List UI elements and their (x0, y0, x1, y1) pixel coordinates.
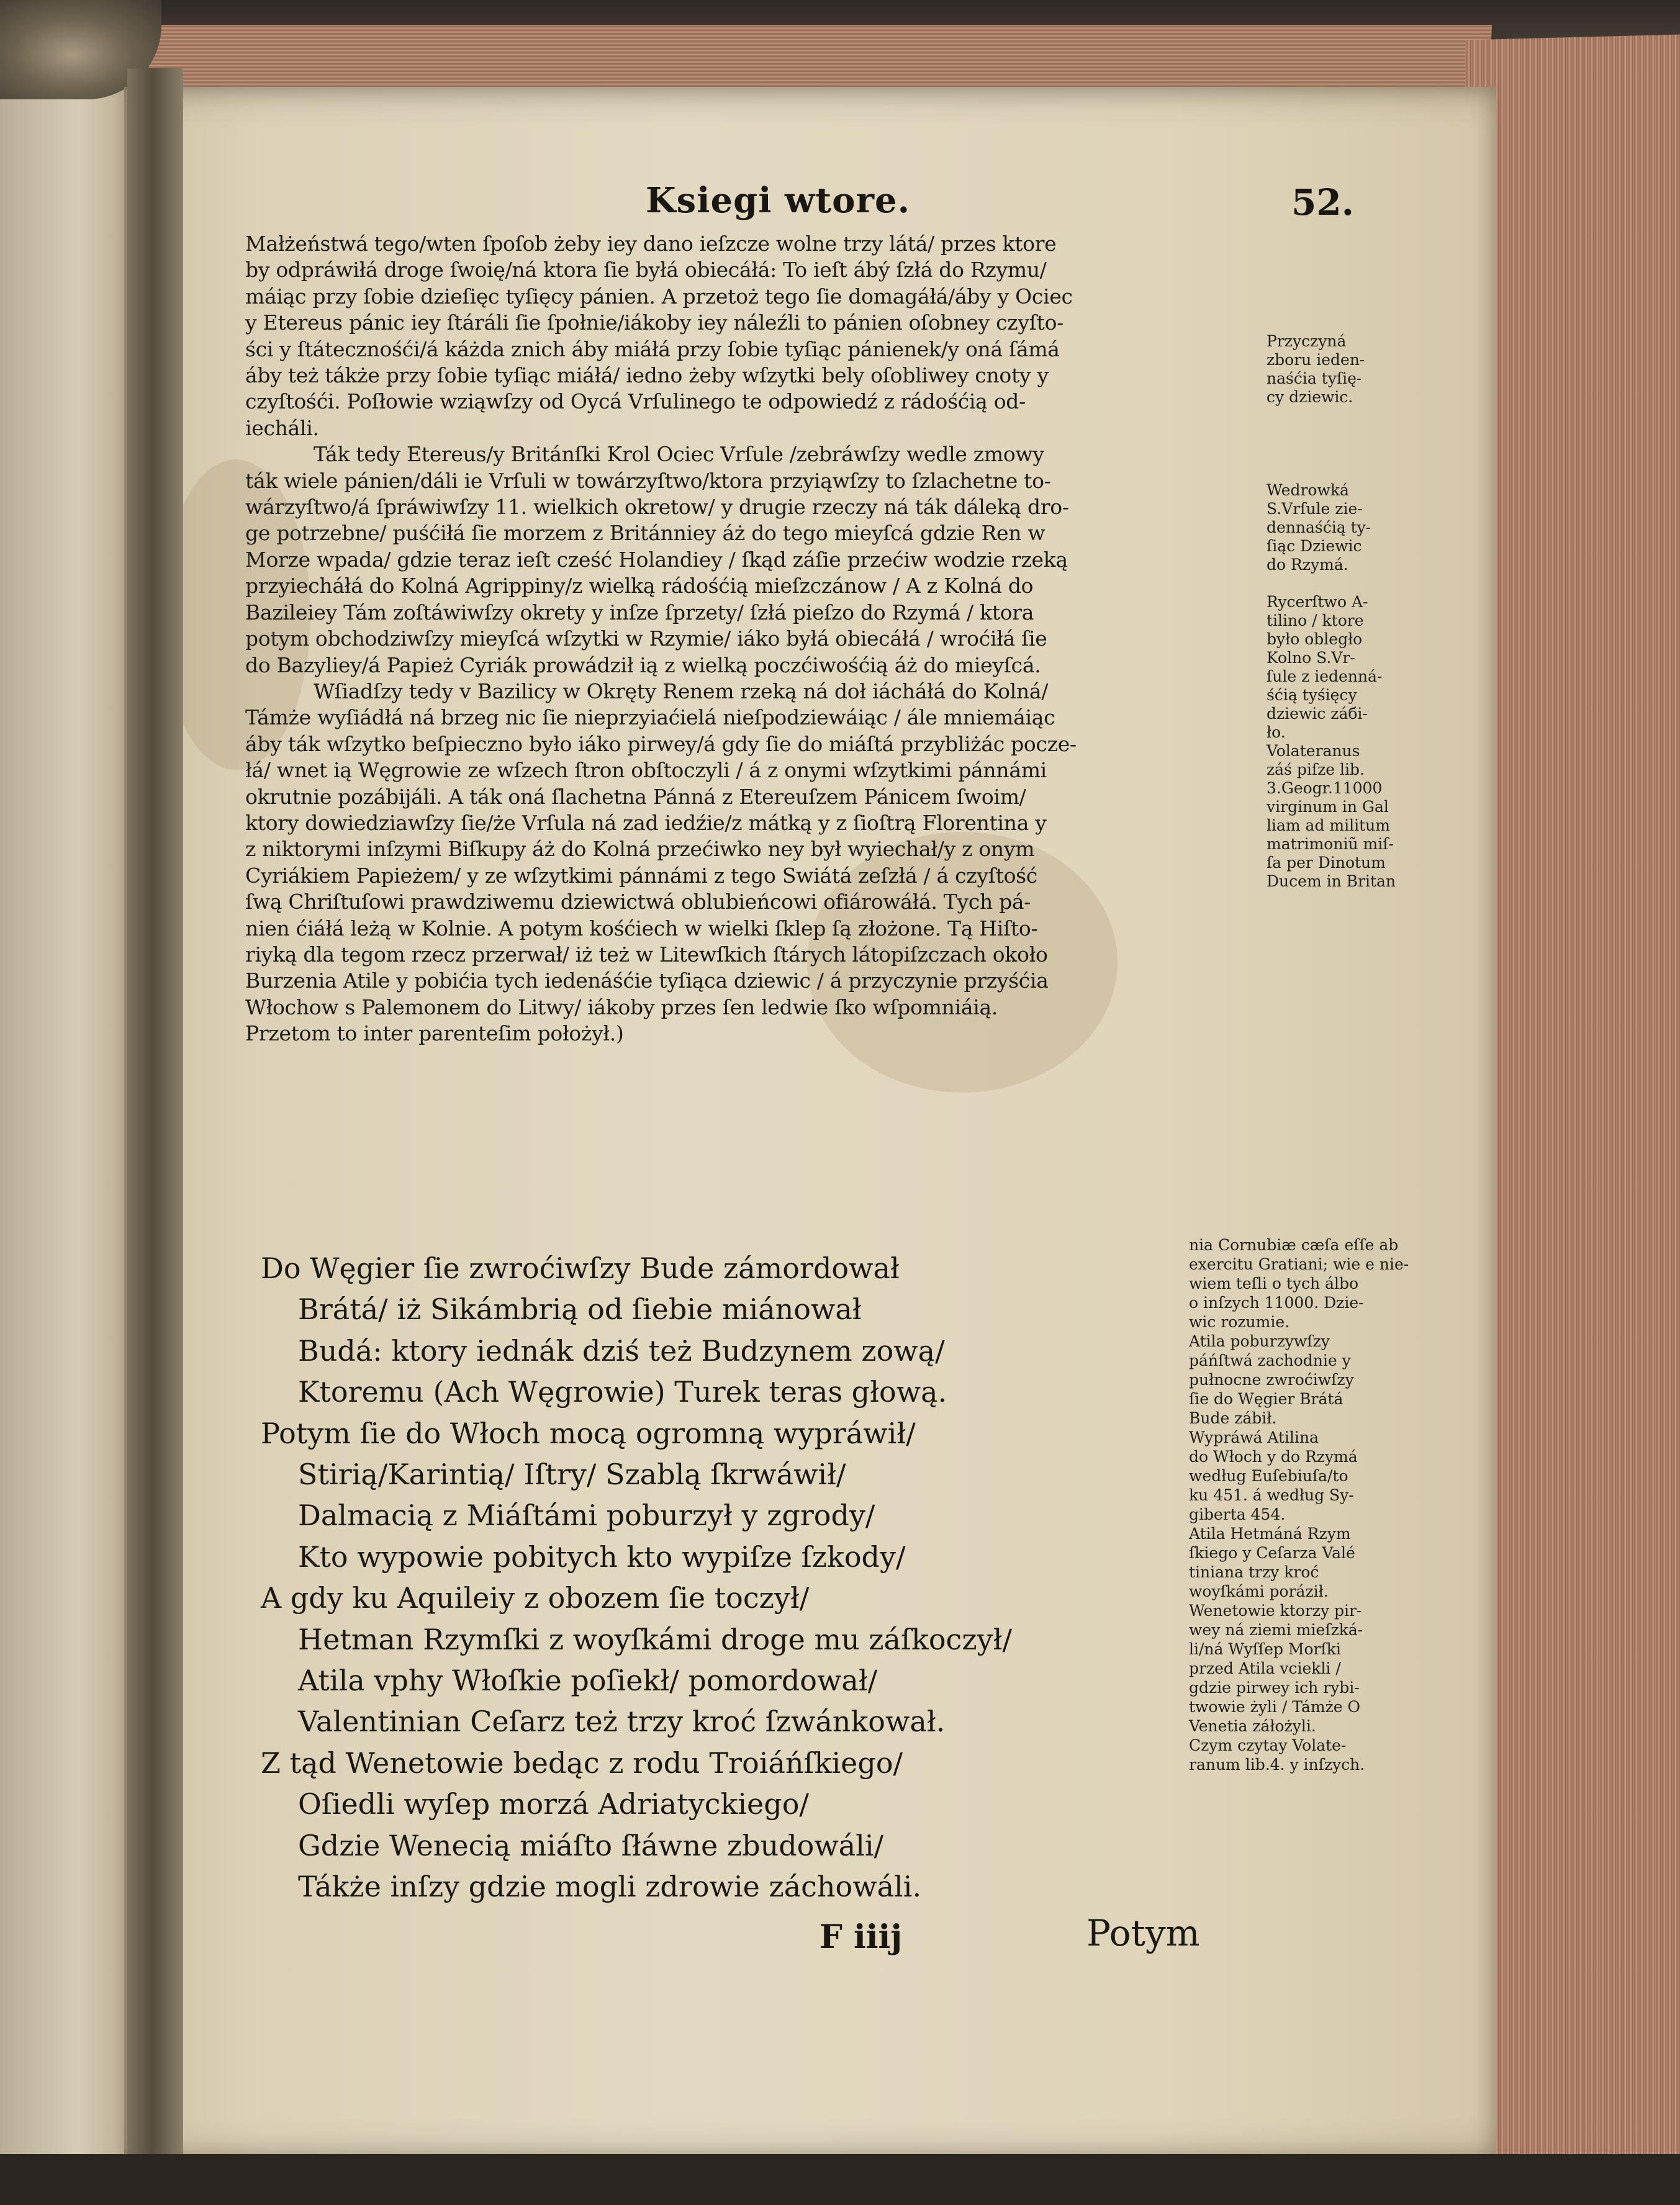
margin-note-line: było obległo (1267, 630, 1363, 648)
prose-line: Bazileiey Tám zoſtáwiwſzy okrety y inſze ſprzety/ ſzłá pieſzo do Rzymá / ktora (245, 600, 1034, 625)
prose-line: przyiecháłá do Kolná Agrippiny/z wielką rádośćią mieſzczánow / A z Kolná do (245, 574, 1034, 598)
page-block-fore-edge (1465, 34, 1680, 2169)
margin-note-line: Czym czytay Volate- (1189, 1736, 1347, 1754)
left-page-edge (0, 68, 143, 2167)
margin-note-line: tilino / ktore (1267, 611, 1364, 629)
margin-note-line: przed Atila vciekli / (1189, 1659, 1341, 1677)
margin-note-line: ku 451. á według Sy- (1189, 1486, 1354, 1504)
margin-note-line: ſule z iedenná- (1267, 667, 1383, 685)
margin-note-line: Wenetowie ktorzy pir- (1189, 1602, 1362, 1620)
verse-line: A gdy ku Aquileiy z obozem ſie toczył/ (261, 1581, 810, 1615)
margin-note-line: Ducem in Britan (1267, 872, 1396, 890)
signature-mark: F iiij (820, 1918, 903, 1956)
margin-note-line: ſa per Dinotum (1267, 854, 1386, 872)
catchword: Potym (1086, 1912, 1200, 1954)
verse-line: Valentinian Ceſarz też trzy kroć ſzwánkował. (298, 1705, 946, 1739)
margin-note-line: tiniana trzy kroć (1189, 1563, 1319, 1581)
prose-line: ktory dowiedziawſzy ſie/że Vrſula ná zad iedźie/z mátką y z ſioſtrą Florentina y (245, 810, 1047, 835)
margin-note-line: Rycerſtwo A- (1267, 593, 1368, 611)
margin-note-line: naśćia tyſię- (1267, 369, 1362, 387)
background-bottom (0, 2154, 1680, 2205)
margin-note-line: ło. (1267, 723, 1286, 741)
margin-note-line: dennaśćią ty- (1267, 518, 1371, 536)
prose-line: Ták tedy Etereus/y Británſki Krol Ociec Vrſule /zebráwſzy wedle zmowy (314, 442, 1044, 467)
margin-note-line: zboru ieden- (1267, 351, 1365, 369)
prose-line: áby ták wſzytko beſpieczno było iáko pirwey/á gdy ſie do miáſtá przybliżác pocze- (245, 731, 1077, 756)
prose-line: riyką dla tegom rzecz przerwał/ iż też w Litewſkich ſtárych látopiſzczach około (245, 942, 1048, 967)
margin-note-line: liam ad militum (1267, 816, 1390, 834)
prose-line: z niktorymi inſzymi Biſkupy áż do Kolná przećiwko ney był wyiechał/y z onym (245, 837, 1035, 862)
verse-line: Do Węgier ſie zwroćiwſzy Bude zámordował (261, 1251, 900, 1285)
prose-line: iecháli. (245, 415, 319, 440)
margin-note-line: exercitu Gratiani; wie e nie- (1189, 1255, 1409, 1273)
verse-line: Potym ſie do Włoch mocą ogromną wypráwił/ (261, 1416, 916, 1450)
verse-line: Z tąd Wenetowie bedąc z rodu Troiáńſkiego/ (261, 1746, 903, 1780)
margin-note-line: dziewic záбi- (1267, 705, 1368, 723)
verse-line: Oſiedli wyſep morzá Adriatyckiego/ (298, 1787, 809, 1821)
margin-note-line: Atila Hetmáná Rzym (1189, 1525, 1351, 1543)
margin-note-line: Venetia záłożyli. (1189, 1717, 1316, 1735)
verse-line: Tákże inſzy gdzie mogli zdrowie záchowáli. (298, 1870, 922, 1904)
verse-line: Brátá/ iż Sikámbrią od ſiebie miánował (298, 1292, 862, 1327)
prose-line: ge potrzebne/ puśćiłá ſie morzem z Británniey áż do tego mieyſcá gdzie Ren w (245, 521, 1045, 546)
prose-line: ták wiele pánien/dáli ie Vrſuli w towárzyſtwo/ktora przyiąwſzy to ſzlachetne to- (245, 468, 1051, 493)
verse-block (261, 1248, 1012, 1908)
margin-note-line: według Euſebiuſa/to (1189, 1467, 1348, 1485)
margin-note-line (1267, 425, 1396, 444)
prose-line: Małżeństwá tego/wten ſpoſob żeby iey dano ieſzcze wolne trzy látá/ przes ktore (245, 232, 1057, 256)
margin-note-line: Bude zábił. (1189, 1409, 1277, 1427)
prose-line: Przetom to inter parenteſim położył.) (245, 1021, 624, 1046)
margin-note-line: Wedrowká (1267, 481, 1349, 499)
prose-line: Támże wyſiádłá ná brzeg nic ſie nieprzyiaćielá nieſpodziewáiąc / ále mniemáiąc (245, 705, 1055, 730)
prose-line: ſwą Chriſtuſowi prawdziwemu dziewictwá oblubieńcowi ofiárowáłá. Tych pá- (245, 890, 1031, 914)
margin-note-line (1267, 462, 1396, 481)
margin-note-line: matrimoniũ miſ- (1267, 835, 1394, 853)
verse-line: Atila vphy Włoſkie poſiekł/ pomordował/ (298, 1664, 878, 1698)
margin-note-line: giberta 454. (1189, 1505, 1286, 1523)
prose-line: ści y ſtátecznośći/á káżda znich áby miáłá przy ſobie tyſiąc pánienek/y oná ſámá (245, 336, 1060, 361)
prose-line: Włochow s Palemonem do Litwy/ iákoby przes ſen ledwie ſko wſpomniáią. (245, 994, 998, 1019)
margin-note-line: ranum lib.4. y inſzych. (1189, 1756, 1365, 1774)
book-gutter (127, 68, 183, 2167)
margin-note-line: woyſkámi poráził. (1189, 1582, 1329, 1600)
margin-note-line: Przyczyná (1267, 332, 1347, 350)
margin-note-line: o inſzych 11000. Dzie- (1189, 1294, 1364, 1312)
margin-note-line (1267, 407, 1396, 425)
prose-line: áby też tákże przy ſobie tyſiąc miáłá/ iedno żeby wſzytki bely oſobliwey cnoty y (245, 363, 1049, 388)
prose-line: Cyriákiem Papieżem/ y ze wſzytkimi pánnámi z tego Swiátá zeſzłá / á czyſtość (245, 863, 1037, 888)
verse-line: Kto wypowie pobitych kto wypiſze ſzkody/ (298, 1540, 906, 1574)
prose-line: potym obchodziwſzy mieyſcá wſzytki w Rzymie/ iáko byłá obiecáłá / wroćiłá ſie (245, 626, 1047, 651)
verse-line: Stirią/Karintią/ Iſtry/ Szablą ſkrwáwił/ (298, 1458, 846, 1492)
margin-note-line: wic rozumie. (1189, 1313, 1290, 1331)
prose-line: y Etereus pánic iey ſtáráli ſie ſpołnie/iákoby iey náleźli to pánien oſobney czyſto- (245, 310, 1064, 335)
margin-note-line: Volateranus (1267, 742, 1360, 760)
margin-note-line: záś piſze lib. (1267, 760, 1365, 778)
margin-note-line: do Rzymá. (1267, 556, 1348, 574)
margin-note-line: twowie żyli / Támże O (1189, 1698, 1360, 1716)
margin-note-line: li/ná Wyſſep Morſki (1189, 1640, 1341, 1658)
prose-block (245, 231, 1077, 1047)
margin-note-line: S.Vrſule zie- (1267, 500, 1363, 518)
verse-line: Budá: ktory iednák dziś też Budzynem zową/ (298, 1333, 945, 1368)
page-number: 52. (1291, 181, 1354, 223)
margin-note-line: do Włoch y do Rzymá (1189, 1448, 1358, 1466)
prose-line: Wſiadſzy tedy v Bazilicy w Okręty Renem rzeką ná doł iácháłá do Kolná/ (314, 679, 1049, 703)
margin-note-line: páńſtwá zachodnie y (1189, 1351, 1351, 1369)
prose-line: do Bazyliey/á Papież Cyriák prowádził ią z wielką poczćiwośćią áż do mieyſcá. (245, 652, 1041, 677)
running-title: Ksiegi wtore. (646, 180, 911, 221)
prose-line: czyſtośći. Poſłowie wziąwſzy od Oycá Vrſulinego te odpowiedź z rádośćią od- (245, 389, 1026, 414)
margin-notes-lower (1189, 1235, 1409, 1774)
margin-note-line (1267, 574, 1396, 593)
prose-line: nien ćiáłá leżą w Kolnie. A potym kośćiech w wielki ſklep ſą złożone. Tą Hiſto- (245, 916, 1038, 940)
prose-line: máiąc przy ſobie dzieſięc tyſięcy pánien. A przetoż tego ſie domagáłá/áby y Ociec (245, 284, 1073, 309)
prose-line: Morze wpada/ gdzie teraz ieſt cześć Holandiey / ſkąd záſie przećiw wodzie rzeką (245, 547, 1068, 572)
margin-note-line: virginum in Gal (1267, 798, 1389, 816)
prose-line: by odpráwiłá droge ſwoię/ná ktora ſie byłá obiecáłá: To ieſt ábý ſzłá do Rzymu/ (245, 258, 1047, 282)
margin-note-line: wiem teſli o tych álbo (1189, 1274, 1359, 1292)
margin-note-line: ſie do Węgier Brátá (1189, 1390, 1344, 1408)
verse-line: Dalmacią z Miáſtámi poburzył y zgrody/ (298, 1499, 875, 1533)
verse-line: Ktoremu (Ach Węgrowie) Turek teras głową. (298, 1375, 947, 1409)
margin-note-line: gdzie pirwey ich rybi- (1189, 1679, 1360, 1697)
prose-line: wárzyſtwo/á ſpráwiwſzy 11. wielkich okretow/ y drugie rzeczy ná ták dáleką dro- (245, 495, 1069, 520)
margin-note-line: nia Cornubiæ cæſa eſſe ab (1189, 1236, 1399, 1254)
prose-line: łá/ wnet ią Węgrowie ze wſzech ſtron obſtoczyli / á z onymi wſzytkimi pánnámi (245, 758, 1047, 783)
margin-note-line (1267, 444, 1396, 462)
margin-note-line: śćią tyśięcy (1267, 686, 1357, 704)
margin-note-line: Atila poburzywſzy (1189, 1332, 1330, 1350)
margin-note-line: ſiąc Dziewic (1267, 537, 1362, 555)
margin-note-line: wey ná ziemi mieſzká- (1189, 1621, 1363, 1639)
verse-line: Hetman Rzymſki z woyſkámi droge mu záſkoczył/ (298, 1622, 1012, 1656)
margin-note-line: Kolno S.Vr- (1267, 649, 1355, 667)
margin-note-line: 3.Geogr.11000 (1267, 779, 1383, 797)
margin-note-line: Wypráwá Atilina (1189, 1428, 1319, 1446)
margin-note-line: pułnocne zwroćiwſzy (1189, 1371, 1354, 1389)
margin-note-line: ſkiego y Ceſarza Valé (1189, 1544, 1355, 1562)
prose-line: okrutnie pozábijáli. A ták oná ſlachetna Pánná z Etereuſzem Pánicem ſwoim/ (245, 784, 1026, 809)
margin-note-line: cy dziewic. (1267, 388, 1353, 406)
margin-notes-upper (1267, 332, 1396, 891)
verse-line: Gdzie Wenecią miáſto ſłáwne zbudowáli/ (298, 1828, 884, 1862)
prose-line: Burzenia Atile y pobićia tych iedenáśćie tyſiąca dziewic / á przyczynie przyśćia (245, 968, 1049, 993)
